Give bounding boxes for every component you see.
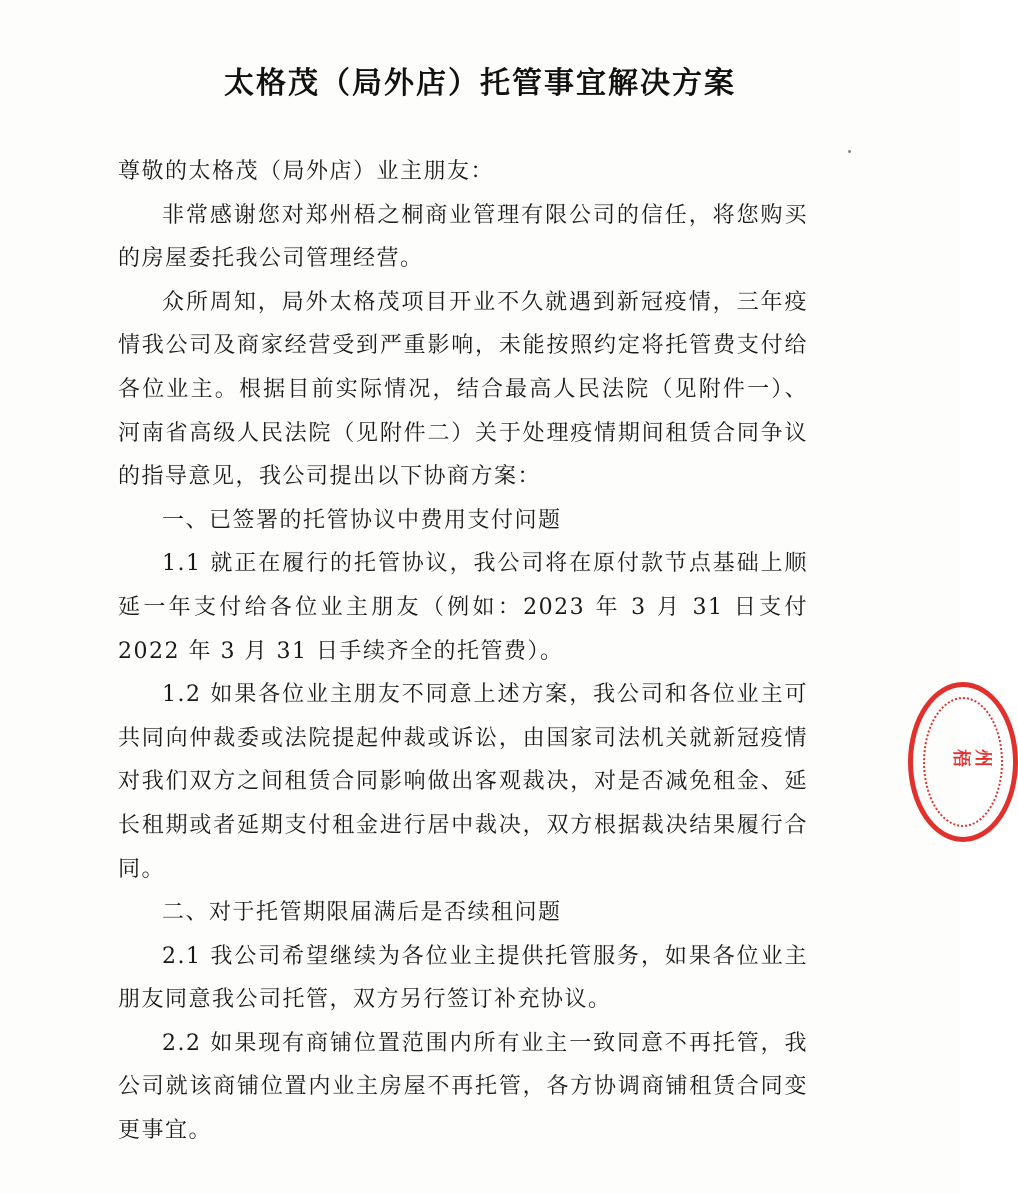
- section-heading-2: 二、对于托管期限届满后是否续租问题: [162, 900, 562, 926]
- seal-text: 州梧: [950, 749, 993, 767]
- clause-1-2: 1.2 如果各位业主朋友不同意上述方案，我公司和各位业主可共同向仲裁委或法院提起仲裁或诉讼，由国家司法机关就新冠疫情对我们双方之间租赁合同影响做出客观裁决，对是否减免租金、延长租期或者延期支付租金进行居中裁决，双方根据裁决结果履行合同。: [118, 682, 808, 882]
- document-title: 太格茂（局外店）托管事宜解决方案: [224, 66, 736, 101]
- paragraph-background: 众所周知，局外太格茂项目开业不久就遇到新冠疫情，三年疫情我公司及商家经营受到严重影响，未能按照约定将托管费支付给各位业主。根据目前实际情况，结合最高人民法院（见附件一）、河南省高级人民法院（见附件二）关于处理疫情期间租赁合同争议的指导意见，我公司提出以下协商方案：: [118, 289, 808, 490]
- section-heading-1: 一、已签署的托管协议中费用支付问题: [162, 507, 562, 533]
- paragraph-thanks: 非常感谢您对郑州梧之桐商业管理有限公司的信任，将您购买的房屋委托我公司管理经营。: [118, 202, 808, 272]
- greeting-line: 尊敬的太格茂（局外店）业主朋友：: [118, 159, 495, 184]
- clause-2-2: 2.2 如果现有商铺位置范围内所有业主一致同意不再托管，我公司就该商铺位置内业主房屋不再托管，各方协调商铺租赁合同变更事宜。: [118, 1030, 808, 1144]
- company-seal-stamp: [908, 682, 1018, 842]
- clause-2-1: 2.1 我公司希望继续为各位业主提供托管服务，如果各位业主朋友同意我公司托管，双方另行签订补充协议。: [118, 943, 808, 1013]
- clause-1-1: 1.1 就正在履行的托管协议，我公司将在原付款节点基础上顺延一年支付给各位业主朋友（例如：2023 年 3 月 31 日支付 2022 年 3 月 31 日手续齐全的托管费）。: [118, 551, 808, 664]
- document-body: [118, 150, 808, 1153]
- scan-speck: [848, 150, 851, 153]
